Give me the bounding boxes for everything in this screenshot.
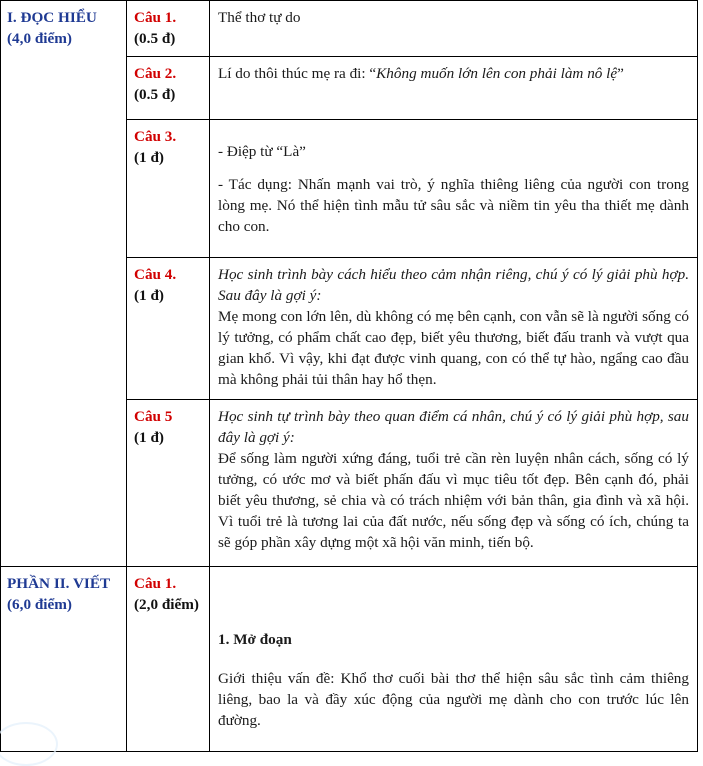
question-label: Câu 4. xyxy=(134,266,177,283)
table-row xyxy=(1,1,698,57)
answer-text: Thể thơ tự do xyxy=(218,9,301,26)
answer-cell xyxy=(210,57,698,120)
question-points: (0.5 đ) xyxy=(134,30,176,47)
table-row xyxy=(1,567,698,752)
answer-text-suffix: ” xyxy=(617,65,624,82)
question-cell xyxy=(127,567,210,752)
answer-body: Để sống làm người xứng đáng, tuổi trẻ cần rèn luyện nhân cách, sống có lý tưởng, có ước mơ và biết phấn đấu vì mục tiêu tốt đẹp. Bên cạnh đó, phải biết yêu thương, sẻ chia và có trách nhiệm với bản thân, gia đình và xã hội. Vì tuổi trẻ là tương lai của đất nước, nếu sống đẹp và sống có ích, chúng ta sẽ góp phần xây dựng một xã hội văn minh, tiến bộ. xyxy=(218,450,689,551)
question-label: Câu 1. xyxy=(134,575,177,592)
answer-line: - Điệp từ “Là” xyxy=(218,143,306,160)
answer-text xyxy=(218,63,689,84)
answer-hint: Học sinh trình bày cách hiểu theo cảm nhận riêng, chú ý có lý giải phù hợp. Sau đây là gợi ý: xyxy=(218,266,689,304)
question-points: (0.5 đ) xyxy=(134,86,176,103)
answer-cell xyxy=(210,1,698,57)
question-cell xyxy=(127,400,210,567)
quote-text: Không muốn lớn lên con phải làm nô lệ xyxy=(376,65,618,82)
answer-heading: 1. Mở đoạn xyxy=(218,631,292,648)
answer-cell xyxy=(210,400,698,567)
answer-cell xyxy=(210,258,698,400)
section-cell xyxy=(1,1,127,567)
section-title: PHẦN II. VIẾT xyxy=(7,575,111,592)
question-points: (1 đ) xyxy=(134,287,164,304)
answer-cell xyxy=(210,567,698,752)
answer-line: - Tác dụng: Nhấn mạnh vai trò, ý nghĩa thiêng liêng của người con trong lòng mẹ. Nó thể hiện tình mẫu tử sâu sắc và niềm tin yêu tha thiết mẹ dành cho con. xyxy=(218,176,689,235)
section-title: I. ĐỌC HIỂU xyxy=(7,9,97,26)
section-cell xyxy=(1,567,127,752)
question-points: (2,0 điểm) xyxy=(134,596,199,613)
answer-text-prefix: Lí do thôi thúc mẹ ra đi: “ xyxy=(218,65,377,82)
question-cell xyxy=(127,57,210,120)
answer-body: Mẹ mong con lớn lên, dù không có mẹ bên cạnh, con vẫn sẽ là người sống có lý tưởng, có phẩm chất cao đẹp, biết yêu thương, biết đấu tranh và vượt qua gian khổ. Vì vậy, khi đạt được vinh quang, con có thể tự hào, ngẩng cao đầu mà không phải tủi thân hay hổ thẹn. xyxy=(218,308,689,388)
question-cell xyxy=(127,258,210,400)
question-label: Câu 3. xyxy=(134,128,177,145)
question-label: Câu 1. xyxy=(134,9,177,26)
answer-cell xyxy=(210,120,698,258)
section-points: (6,0 điểm) xyxy=(7,596,72,613)
question-label: Câu 2. xyxy=(134,65,177,82)
answer-body: Giới thiệu vấn đề: Khổ thơ cuối bài thơ thể hiện sâu sắc tình cảm thiêng liêng, bao la và đầy xúc động của người mẹ dành cho con trước lúc lên đường. xyxy=(218,670,689,729)
section-points: (4,0 điểm) xyxy=(7,30,72,47)
question-points: (1 đ) xyxy=(134,429,164,446)
question-cell xyxy=(127,1,210,57)
question-points: (1 đ) xyxy=(134,149,164,166)
question-label: Câu 5 xyxy=(134,408,173,425)
question-cell xyxy=(127,120,210,258)
answer-hint: Học sinh tự trình bày theo quan điểm cá nhân, chú ý có lý giải phù hợp, sau đây là gợi ý: xyxy=(218,408,689,446)
